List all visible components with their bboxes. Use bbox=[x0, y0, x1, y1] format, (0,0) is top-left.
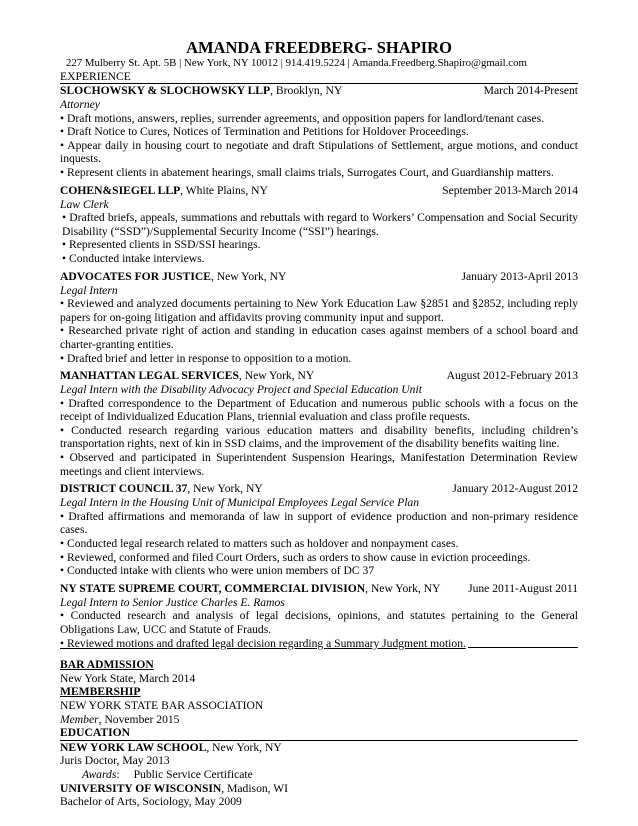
education-heading: EDUCATION bbox=[60, 726, 578, 741]
membership-date: , November 2015 bbox=[98, 712, 180, 726]
job-firm: SLOCHOWSKY & SLOCHOWSKY LLP bbox=[60, 84, 271, 97]
job-bullet: • Drafted brief and letter in response to opposition to a motion. bbox=[60, 351, 352, 365]
job-employer bbox=[60, 582, 441, 596]
job-header bbox=[60, 84, 578, 98]
job-firm: NY STATE SUPREME COURT, COMMERCIAL DIVISION bbox=[60, 581, 366, 595]
job-title: Attorney bbox=[60, 98, 100, 111]
job-title: Legal Intern in the Housing Unit of Municipal Employees Legal Service Plan bbox=[60, 496, 420, 510]
school-2-location: , Madison, WI bbox=[221, 781, 289, 795]
job-bullet: • Draft motions, answers, replies, surrender agreements, and opposition papers for landlord/tenant cases. bbox=[60, 111, 545, 125]
job-location: , New York, NY bbox=[187, 482, 263, 496]
job-bullet: • Appear daily in housing court to negotiate and draft Stipulations of Settlement, argue motions, and conduct inquests. bbox=[60, 138, 578, 166]
job-entry bbox=[60, 582, 578, 650]
job-title: Legal Intern to Senior Justice Charles E. Ramos bbox=[60, 595, 285, 609]
job-bullet: • Drafted correspondence to the Department of Education and numerous public schools with a focus on the receipt of Individualized Education Plans, triennial evaluation and class profile requests. bbox=[60, 396, 578, 424]
job-dates: August 2012-February 2013 bbox=[446, 369, 578, 383]
job-bullet: • Drafted briefs, appeals, summations and rebuttals with regard to Workers’ Compensation and Social Security Disability (“SSD”)/Supplemental Security Income (“SSI”) hearings. bbox=[62, 211, 578, 238]
awards-line bbox=[60, 768, 578, 782]
job-title: Legal Intern bbox=[60, 283, 118, 297]
job-firm: DISTRICT COUNCIL 37 bbox=[60, 482, 188, 496]
awards-colon: : bbox=[116, 767, 120, 781]
job-employer bbox=[60, 482, 263, 496]
job-bullet: • Conducted intake interviews. bbox=[62, 251, 205, 265]
awards-label: Awards bbox=[82, 767, 117, 781]
contact-line: 227 Mulberry St. Apt. 5B | New York, NY 10012 | 914.419.5224 | Amanda.Freedberg.Shapiro@gmail.com bbox=[66, 57, 527, 69]
job-entry bbox=[60, 184, 578, 266]
membership-role-line bbox=[60, 713, 578, 727]
job-bullet: • Conducted legal research related to matters such as holdover and nonpayment cases. bbox=[60, 537, 459, 551]
job-location: , Brooklyn, NY bbox=[270, 84, 343, 97]
job-bullet: • Represent clients in abatement hearings, small claims trials, Surrogates Court, and Guardianship matters. bbox=[60, 165, 554, 179]
membership-org: NEW YORK STATE BAR ASSOCIATION bbox=[60, 698, 264, 712]
job-title: Law Clerk bbox=[60, 197, 109, 211]
job-bullet: • Drafted affirmations and memoranda of law in support of evidence production and non-primary residence cases. bbox=[60, 509, 578, 537]
degree-2: Bachelor of Arts, Sociology, May 2009 bbox=[60, 795, 242, 809]
job-bullet-final bbox=[60, 637, 578, 651]
job-header bbox=[60, 582, 578, 596]
job-dates: September 2013-March 2014 bbox=[442, 183, 578, 197]
job-bullet: • Reviewed, conformed and filed Court Orders, such as orders to show cause in eviction proceedings. bbox=[60, 550, 531, 564]
job-location: , New York, NY bbox=[210, 269, 287, 283]
job-bullet: • Conducted research regarding various education matters and disability benefits, including children’s transportation rights, next of kin in SSD claims, and the improvement of the disability benefits waiting line. bbox=[60, 423, 578, 451]
membership-heading: MEMBERSHIP bbox=[60, 685, 141, 699]
job-bullet: • Conducted intake with clients who were union members of DC 37 bbox=[60, 564, 375, 578]
resume-page bbox=[60, 38, 578, 809]
job-bullet: • Represented clients in SSD/SSI hearings. bbox=[62, 238, 261, 252]
job-header bbox=[60, 184, 578, 198]
job-entry bbox=[60, 270, 578, 366]
job-bullet-text: • Reviewed motions and drafted legal decision regarding a Summary Judgment motion. bbox=[60, 636, 466, 650]
job-entry bbox=[60, 84, 578, 180]
section-divider bbox=[468, 647, 578, 648]
job-firm: COHEN&SIEGEL LLP bbox=[60, 183, 181, 197]
job-dates: March 2014-Present bbox=[483, 84, 578, 97]
bar-admission-line: New York State, March 2014 bbox=[60, 671, 196, 685]
job-dates: January 2013-April 2013 bbox=[461, 269, 578, 283]
job-entry bbox=[60, 369, 578, 478]
job-location: , White Plains, NY bbox=[180, 183, 268, 197]
job-employer bbox=[60, 184, 268, 198]
job-bullet: • Researched private right of action and standing in education cases against members of a school board and charter-granting entities. bbox=[60, 324, 578, 351]
membership-role: Member bbox=[60, 712, 99, 726]
degree-1: Juris Doctor, May 2013 bbox=[60, 754, 170, 768]
job-bullet: • Draft Notice to Cures, Notices of Termination and Petitions for Holdover Proceedings. bbox=[60, 125, 469, 139]
school-2-name: UNIVERSITY OF WISCONSIN bbox=[60, 781, 222, 795]
job-dates: January 2012-August 2012 bbox=[452, 482, 578, 496]
awards-value: Public Service Certificate bbox=[133, 767, 253, 781]
job-employer bbox=[60, 369, 314, 383]
job-location: , New York, NY bbox=[238, 369, 315, 383]
job-dates: June 2011-August 2011 bbox=[468, 581, 578, 595]
job-bullet: • Reviewed and analyzed documents pertaining to New York Education Law §2851 and §2852, including reply papers for on-going litigation and affidavits proving community input and support. bbox=[60, 297, 578, 324]
job-employer bbox=[60, 270, 286, 284]
candidate-name: AMANDA FREEDBERG- SHAPIRO bbox=[186, 38, 452, 57]
experience-list bbox=[60, 84, 578, 650]
job-location: , New York, NY bbox=[365, 581, 441, 595]
job-entry bbox=[60, 482, 578, 578]
school-1-location: , New York, NY bbox=[206, 740, 282, 754]
school-1-name: NEW YORK LAW SCHOOL bbox=[60, 740, 207, 754]
job-bullet: • Observed and participated in Superintendent Suspension Hearings, Manifestation Determination Review meetings and client interviews. bbox=[60, 451, 578, 478]
school-2 bbox=[60, 782, 578, 796]
job-employer bbox=[60, 84, 342, 98]
job-header bbox=[60, 482, 578, 496]
school-1 bbox=[60, 741, 578, 755]
job-firm: ADVOCATES FOR JUSTICE bbox=[60, 269, 211, 283]
job-header bbox=[60, 369, 578, 383]
job-firm: MANHATTAN LEGAL SERVICES bbox=[60, 369, 239, 383]
job-title: Legal Intern with the Disability Advocacy Project and Special Education Unit bbox=[60, 383, 422, 397]
bar-admission-heading: BAR ADMISSION bbox=[60, 658, 154, 672]
experience-heading: EXPERIENCE bbox=[60, 70, 578, 84]
job-header bbox=[60, 270, 578, 284]
job-bullet: • Conducted research and analysis of legal decisions, opinions, and statutes pertaining to the General Obligations Law, UCC and Statute of Frauds. bbox=[60, 609, 578, 636]
